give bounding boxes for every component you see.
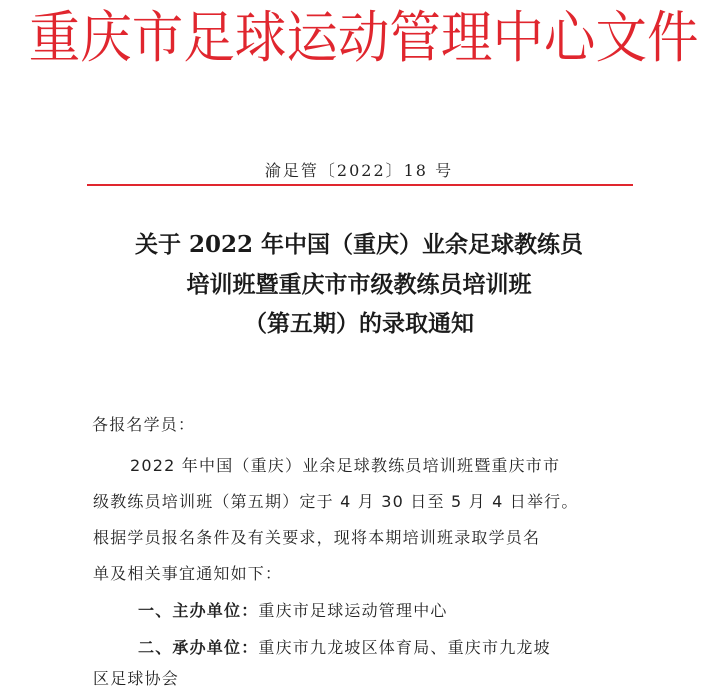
paragraph-line: 级教练员培训班（第五期）定于 4 月 30 日至 5 月 4 日举行。: [93, 492, 579, 511]
co-organizer-label: 二、承办单位：: [138, 638, 259, 657]
organizer-item: [138, 600, 448, 622]
notice-title-line-2: 培训班暨重庆市市级教练员培训班: [186, 271, 532, 298]
document-number: 渝足管〔2022〕18 号: [264, 161, 454, 180]
paragraph-line: 2022 年中国（重庆）业余足球教练员培训班暨重庆市市: [130, 456, 561, 475]
organizer-value: 重庆市足球运动管理中心: [258, 601, 448, 620]
paragraph-line: 根据学员报名条件及有关要求，现将本期培训班录取学员名: [93, 528, 541, 547]
salutation: 各报名学员：: [92, 415, 196, 434]
co-organizer-item: [138, 637, 551, 659]
paragraph-line: 单及相关事宜通知如下：: [93, 564, 283, 583]
document-header-title: 重庆市足球运动管理中心文件: [28, 6, 699, 71]
notice-title-line-3: （第五期）的录取通知: [244, 310, 474, 337]
organizer-label: 一、主办单位：: [138, 601, 259, 620]
red-divider-line: [87, 184, 633, 186]
co-organizer-continuation: 区足球协会: [93, 669, 180, 688]
notice-title-line-1: 关于 2022 年中国（重庆）业余足球教练员: [134, 231, 584, 258]
co-organizer-value: 重庆市九龙坡区体育局、重庆市九龙坡: [258, 638, 551, 657]
